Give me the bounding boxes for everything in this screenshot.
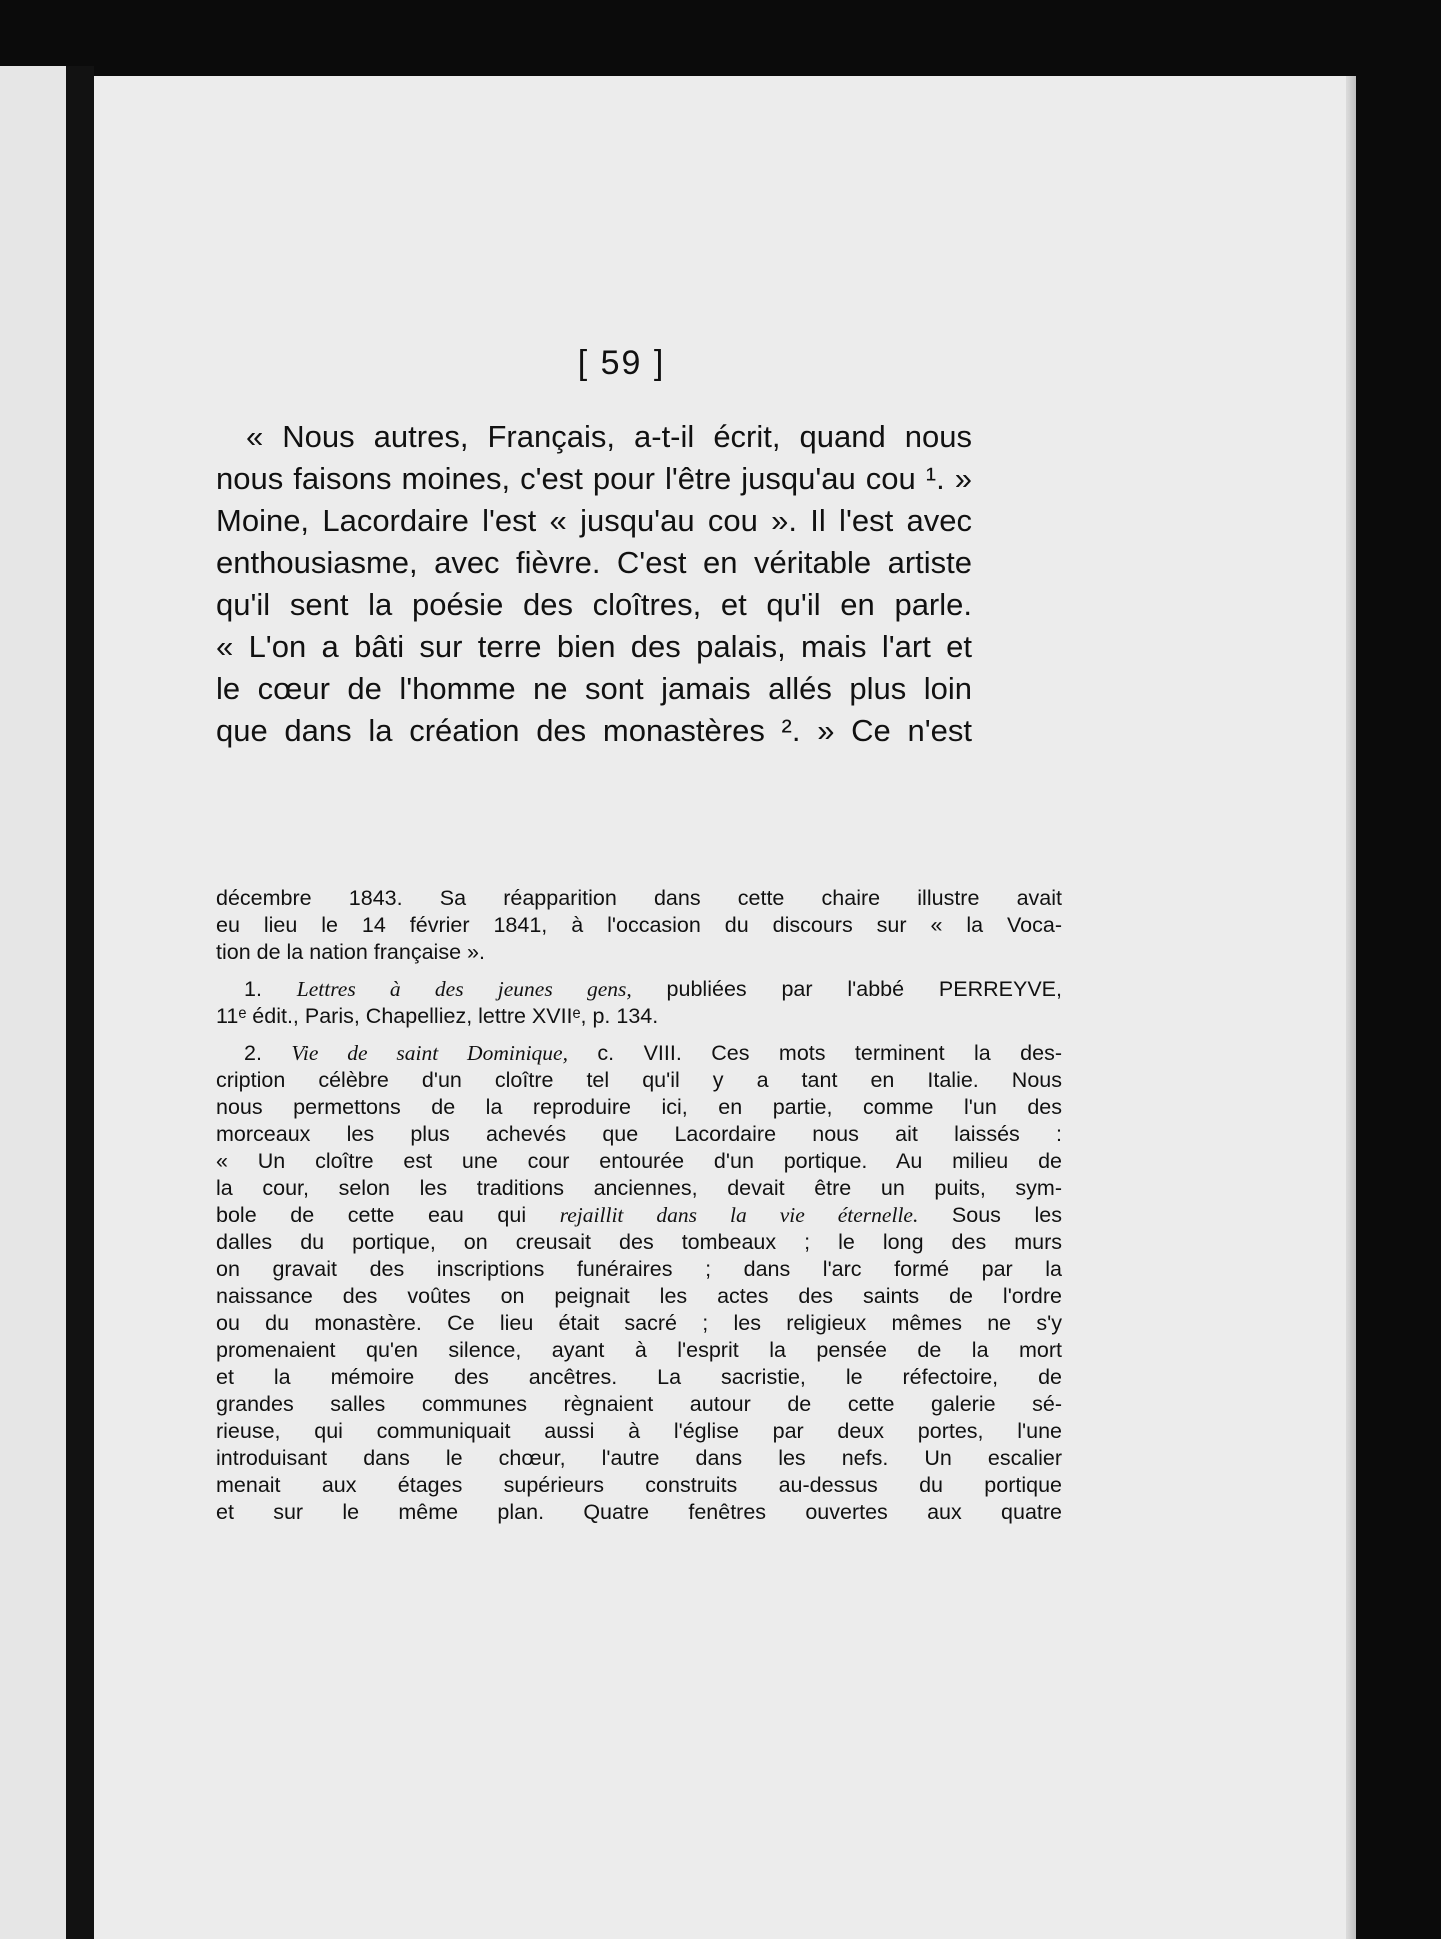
note-line: la cour, selon les traditions anciennes, devait être un puits, sym- — [216, 1176, 1062, 1200]
main-text — [216, 416, 972, 752]
page-edge-shadow — [1346, 76, 1356, 1939]
body-line: le cœur de l'homme ne sont jamais allés plus loin — [216, 671, 972, 706]
note-line: promenaient qu'en silence, ayant à l'esprit la pensée de la mort — [216, 1338, 1062, 1362]
note-line: eu lieu le 14 février 1841, à l'occasion du discours sur « la Voca- — [216, 913, 1062, 937]
note-line: menait aux étages supérieurs construits au-dessus du portique — [216, 1473, 1062, 1497]
note-text: c. VIII. Ces mots terminent la des- — [567, 1041, 1062, 1065]
note-line: décembre 1843. Sa réapparition dans cette chaire illustre avait — [216, 886, 1062, 910]
footnote-number: 1. — [244, 977, 262, 1001]
book-title: Lettres à des jeunes gens, — [296, 977, 632, 1001]
footnotes — [216, 885, 1062, 1536]
book-title: Vie de saint Dominique, — [291, 1041, 568, 1065]
page-number: [ 59 ] — [577, 344, 666, 382]
note-line: grandes salles communes règnaient autour de cette galerie sé- — [216, 1392, 1062, 1416]
note-line: on gravait des inscriptions funéraires ; dans l'arc formé par la — [216, 1257, 1062, 1281]
quotation: rejaillit dans la vie éternelle. — [559, 1203, 919, 1227]
body-line: qu'il sent la poésie des cloîtres, et qu'il en parle. — [216, 587, 972, 622]
footnote-continuation — [216, 885, 1062, 966]
note-line — [216, 976, 1062, 1003]
note-text: bole de cette eau qui — [216, 1203, 560, 1227]
book-gutter — [66, 66, 94, 1939]
body-line: « Nous autres, Français, a-t-il écrit, quand nous — [246, 419, 972, 454]
left-page-edge — [0, 66, 66, 1939]
note-line: 11ᵉ édit., Paris, Chapelliez, lettre XVIIᵉ, p. 134. — [216, 1004, 659, 1028]
note-line: rieuse, qui communiquait aussi à l'église par deux portes, l'une — [216, 1419, 1062, 1443]
footnote-1 — [216, 976, 1062, 1030]
note-text: publiées par l'abbé PERREYVE, — [631, 977, 1062, 1001]
note-line — [216, 1202, 1062, 1229]
note-line: morceaux les plus achevés que Lacordaire nous ait laissés : — [216, 1122, 1062, 1146]
note-line: naissance des voûtes on peignait les actes des saints de l'ordre — [216, 1284, 1062, 1308]
note-line: et sur le même plan. Quatre fenêtres ouvertes aux quatre — [216, 1500, 1062, 1524]
footnote-2 — [216, 1040, 1062, 1526]
book-page — [94, 76, 1356, 1939]
body-line: nous faisons moines, c'est pour l'être jusqu'au cou ¹. » — [216, 461, 972, 496]
note-line: ou du monastère. Ce lieu était sacré ; les religieux mêmes ne s'y — [216, 1311, 1062, 1335]
body-line: « L'on a bâti sur terre bien des palais, mais l'art et — [216, 629, 972, 664]
body-line: enthousiasme, avec fièvre. C'est en véritable artiste — [216, 545, 972, 580]
body-line: Moine, Lacordaire l'est « jusqu'au cou ». Il l'est avec — [216, 503, 972, 538]
note-line: et la mémoire des ancêtres. La sacristie, le réfectoire, de — [216, 1365, 1062, 1389]
note-line: « Un cloître est une cour entourée d'un portique. Au milieu de — [216, 1149, 1062, 1173]
note-line: tion de la nation française ». — [216, 940, 485, 964]
note-line: nous permettons de la reproduire ici, en partie, comme l'un des — [216, 1095, 1062, 1119]
note-line: cription célèbre d'un cloître tel qu'il y a tant en Italie. Nous — [216, 1068, 1062, 1092]
note-line — [216, 1040, 1062, 1067]
footnote-number: 2. — [244, 1041, 262, 1065]
note-text: Sous les — [918, 1203, 1063, 1227]
note-line: introduisant dans le chœur, l'autre dans les nefs. Un escalier — [216, 1446, 1062, 1470]
note-line: dalles du portique, on creusait des tombeaux ; le long des murs — [216, 1230, 1062, 1254]
body-line: que dans la création des monastères ². » Ce n'est — [216, 713, 972, 748]
